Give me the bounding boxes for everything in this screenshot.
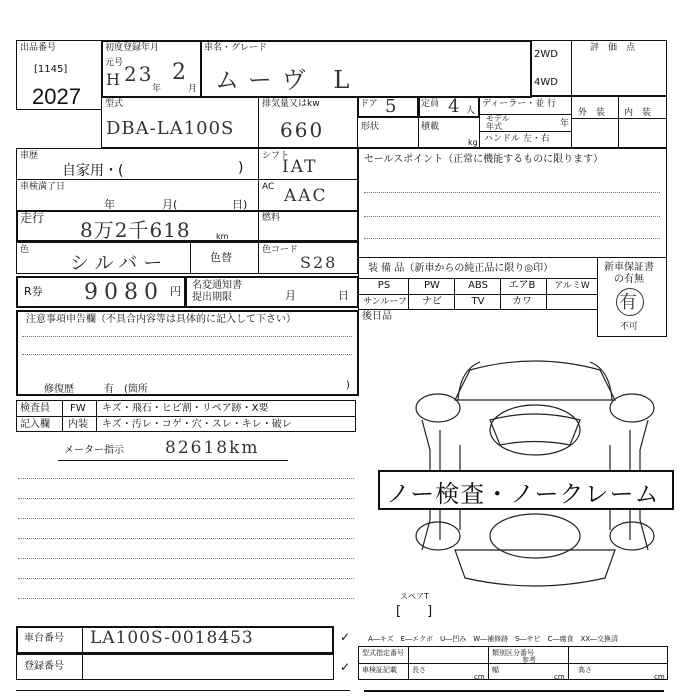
displacement-label: 排気量又はkw (262, 99, 320, 109)
capacity-unit: 人 (466, 106, 476, 116)
car-trunk (490, 514, 580, 558)
warranty-label: 新車保証書 の有無 (604, 262, 654, 285)
after-label: 後日品 (362, 311, 392, 322)
history-close: ) (238, 160, 244, 176)
sales-label: セールスポイント（正常に機能するものに限ります） (364, 154, 604, 165)
bottom-edge-left (16, 690, 350, 691)
reg-label: 登録番号 (24, 661, 64, 672)
equipment-tv: TV (471, 296, 485, 307)
drive-2wd: 2WD (534, 49, 558, 60)
color-change-label: 色替 (210, 251, 232, 264)
recorder-label: 記入欄 (20, 419, 50, 430)
vehicle-cert-label: 車検証記載 (362, 666, 397, 674)
fuel-label: 燃料 (262, 213, 281, 223)
spare-brackets: [ ] (396, 604, 433, 619)
recycle-label: R券 (24, 285, 43, 298)
meter-label: メーター指示 (64, 445, 124, 456)
equipment-abs: ABS (468, 280, 488, 291)
capacity-label: 定員 (421, 99, 440, 109)
inspection-year: 年 (104, 198, 115, 211)
weight-label: 積載 (421, 122, 440, 132)
repair-label: 修復歴 (44, 384, 74, 395)
car-name-value: ムーヴ L (215, 66, 360, 94)
model-year-unit: 年 (560, 119, 570, 129)
check-mark-1: ✓ (340, 630, 351, 644)
legend-text: A―キズ E―エクボ U―凹み W―補修跡 S―サビ C―腐食 XX―交換済 (368, 635, 619, 643)
weight-unit: kg (468, 138, 478, 147)
capacity-value: 4 (448, 96, 462, 117)
repair-value: 有 (箇所 (104, 384, 148, 395)
year-unit: 年 (152, 84, 162, 94)
shift-value: IAT (282, 157, 318, 177)
recycle-unit: 円 (170, 285, 181, 298)
door-value: 5 (385, 96, 399, 117)
bottom-edge-right (364, 690, 664, 692)
equipment-airbag: エアB (508, 280, 536, 291)
mileage-value: 8万2千618 (80, 218, 191, 242)
month-value: 2 (172, 60, 188, 85)
era-value: H (106, 70, 122, 89)
door-label: ドア (360, 99, 378, 109)
deadline-month: 月 (285, 289, 296, 302)
cm-3: cm (654, 673, 665, 681)
drive-4wd: 4WD (534, 77, 558, 88)
width-label: 幅 (492, 666, 499, 674)
equipment-ps: PS (377, 280, 391, 291)
recycle-value: 9080 (84, 280, 164, 305)
displacement-value: 660 (280, 118, 325, 142)
car-front-mirror-right (610, 394, 654, 422)
shift-label: シフト (262, 151, 290, 161)
cm-2: cm (554, 673, 565, 681)
equipment-navi: ナビ (422, 296, 442, 307)
equipment-pw: PW (424, 280, 440, 291)
interior-label: 内 装 (624, 108, 652, 118)
inspector-label: 検査員 (20, 403, 50, 414)
deadline-day: 日 (338, 289, 349, 302)
caution-label: 注意事項申告欄（不具合内容等は具体的に記入して下さい） (26, 314, 296, 325)
lot-bracket: [1145] (34, 64, 68, 75)
inspection-month: 月( (162, 198, 178, 211)
lot-number: 2027 (32, 84, 81, 109)
car-front-mirror-left (416, 394, 460, 422)
repair-close: ) (346, 380, 350, 391)
first-reg-label: 初度登録年月 (105, 43, 160, 53)
shape-label: 形状 (361, 122, 380, 132)
category-label: 類別区分番号 (492, 649, 534, 657)
chassis-label: 車台番号 (24, 633, 64, 644)
interior-code-label: 内装 (68, 419, 88, 430)
fw-items: キズ・飛石・ヒビ割・リペア跡・X要 (102, 403, 269, 414)
equipment-leather: カワ (512, 296, 532, 307)
car-rear-mirror-left (416, 522, 460, 550)
dealer-label: ディーラー・並 行 (482, 99, 557, 109)
chassis-value: LA100S-0018453 (90, 628, 254, 648)
exterior-box (571, 96, 619, 148)
inspection-label: 車検満了日 (20, 182, 66, 192)
handle-label: ハンドル 左・右 (484, 134, 550, 144)
color-label: 色 (20, 245, 30, 255)
score-label: 評 価 点 (590, 43, 636, 53)
check-mark-2: ✓ (340, 660, 351, 674)
color-value: シルバー (70, 252, 169, 274)
meter-value: 82618km (165, 438, 260, 458)
car-name-label: 車名・グレード (204, 43, 268, 53)
year-value: 23 (124, 62, 154, 86)
car-hood (490, 405, 580, 455)
color-code-label: 色コード (262, 245, 299, 255)
equipment-label: 装 備 品（新車からの純正品に限り◎印） (368, 263, 554, 274)
fw-label: FW (70, 403, 86, 414)
model-value: DBA-LA100S (106, 118, 235, 139)
car-rear-outline (455, 550, 615, 586)
ac-value: AAC (284, 186, 328, 206)
lot-label: 出品番号 (20, 43, 57, 53)
month-unit: 月 (188, 84, 198, 94)
model-label: 型式 (105, 99, 124, 109)
era-label: 元号 (105, 58, 124, 68)
no-claim-text: ノー検査・ノークレーム (386, 480, 660, 508)
color-code-value: S28 (300, 253, 338, 272)
history-label: 車歴 (20, 151, 39, 161)
inspection-day: 日) (232, 198, 248, 211)
equipment-alloy: アルミW (554, 281, 590, 291)
length-label: 長さ (412, 666, 426, 674)
type-cert-label: 型式指定番号 (362, 649, 404, 657)
warranty-value: 有 (619, 292, 639, 313)
interior-items: キズ・汚レ・コゲ・穴・スレ・キレ・破レ (102, 419, 292, 430)
car-front-outline (455, 361, 615, 400)
exterior-label: 外 装 (578, 108, 606, 118)
deadline-label: 名変通知書 提出期限 (192, 280, 242, 303)
history-box (16, 148, 259, 180)
equipment-sunroof: サンルーフ (363, 297, 407, 307)
car-rear-mirror-right (610, 522, 654, 550)
spare-label: スペアT (400, 592, 429, 601)
interior-box (618, 96, 667, 148)
car-windshield (490, 414, 580, 445)
model-year-label: モデル 年式 (486, 114, 510, 131)
ref-label: 参考 (522, 656, 536, 664)
cm-1: cm (474, 673, 485, 681)
warranty-none: 不可 (620, 322, 639, 332)
mileage-label: 走行 (20, 211, 45, 225)
mileage-unit: km (216, 232, 229, 241)
ac-label: AC (262, 182, 275, 192)
history-value: 自家用・( (62, 163, 124, 179)
height-label: 高さ (578, 666, 592, 674)
